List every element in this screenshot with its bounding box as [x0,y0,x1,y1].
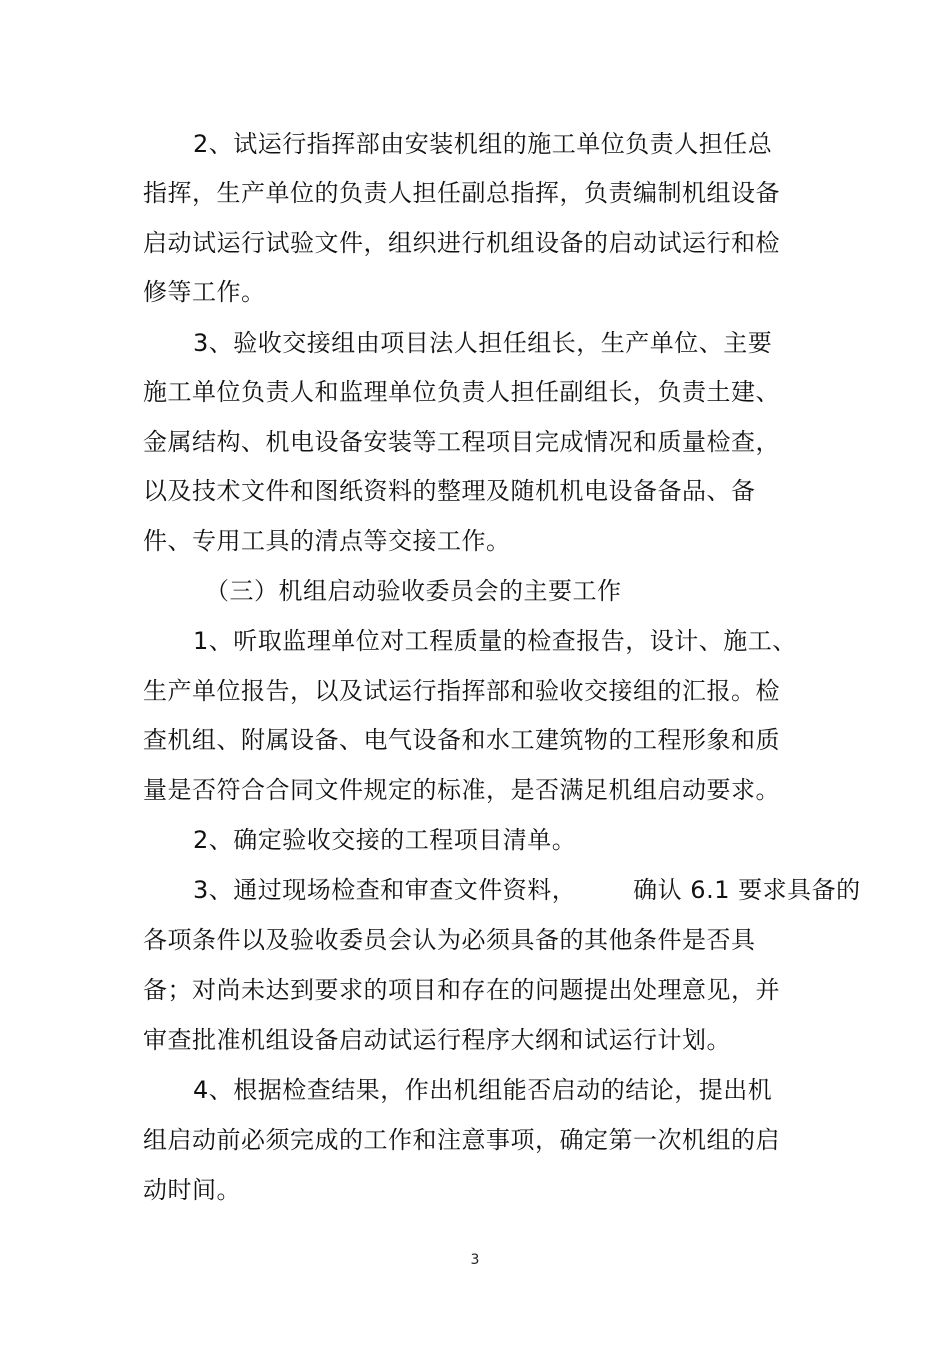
text-line: 4、根据检查结果，作出机组能否启动的结论，提出机 [193,1076,773,1104]
text-line: 查机组、附属设备、电气设备和水工建筑物的工程形象和质 [143,726,780,754]
text-line: 件、专用工具的清点等交接工作。 [143,527,511,555]
text-line: 动时间。 [143,1176,241,1204]
page-number: 3 [470,1252,480,1268]
text-line: 施工单位负责人和监理单位负责人担任副组长，负责土建、 [143,378,780,406]
text-line: 量是否符合合同文件规定的标准，是否满足机组启动要求。 [143,776,780,804]
text-line: 生产单位报告，以及试运行指挥部和验收交接组的汇报。检 [143,677,780,705]
section-heading: （三）机组启动验收委员会的主要工作 [205,577,622,605]
text-line: 2、确定验收交接的工程项目清单。 [193,826,577,854]
text-line: 组启动前必须完成的工作和注意事项，确定第一次机组的启 [143,1126,780,1154]
text-line: 指挥，生产单位的负责人担任副总指挥，负责编制机组设备 [143,179,780,207]
text-line: 各项条件以及验收委员会认为必须具备的其他条件是否具 [143,926,756,954]
text-line: 1、听取监理单位对工程质量的检查报告，设计、施工、 [193,627,797,655]
text-line: 金属结构、机电设备安装等工程项目完成情况和质量检查， [143,428,780,456]
text-line: 3、验收交接组由项目法人担任组长，生产单位、主要 [193,329,773,357]
text-line: 启动试运行试验文件，组织进行机组设备的启动试运行和检 [143,229,780,257]
text-line: 修等工作。 [143,278,266,306]
text-line: 3、通过现场检查和审查文件资料， 确认 6.1 要求具备的 [193,876,861,904]
text-line: 审查批准机组设备启动试运行程序大纲和试运行计划。 [143,1026,731,1054]
text-line: 备；对尚未达到要求的项目和存在的问题提出处理意见，并 [143,976,780,1004]
text-line: 2、试运行指挥部由安装机组的施工单位负责人担任总 [193,130,773,158]
text-line: 以及技术文件和图纸资料的整理及随机机电设备备品、备 [143,477,756,505]
